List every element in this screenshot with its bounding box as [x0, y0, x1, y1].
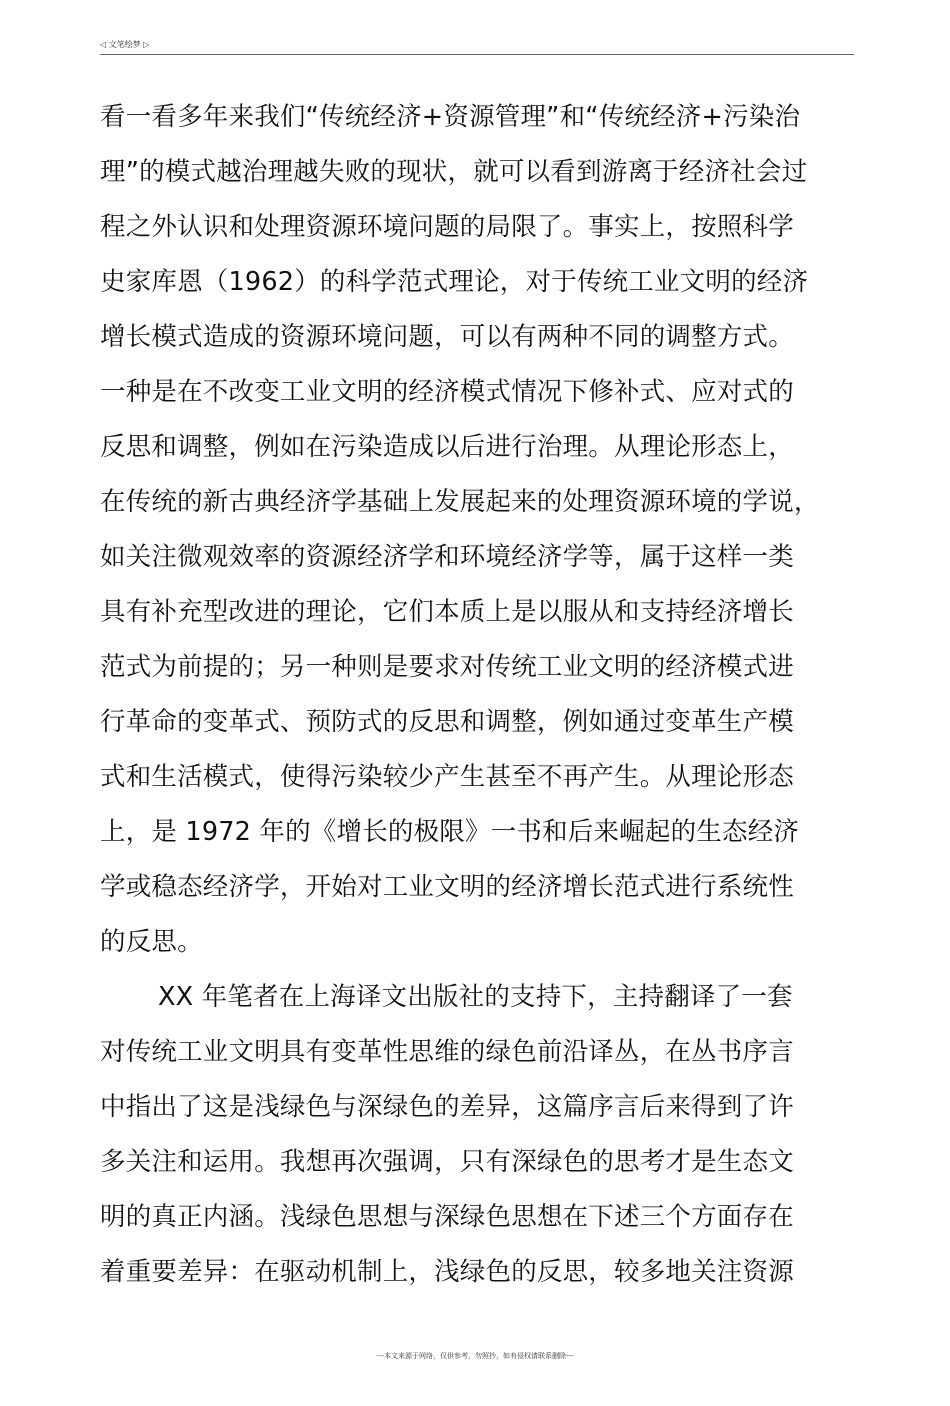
text-line: 的反思。	[100, 927, 203, 957]
text-line: 如关注微观效率的资源经济学和环境经济学等，属于这样一类	[100, 542, 794, 572]
page-footer: ---本文来源于网络，仅供参考，勿照抄，如有侵权请联系删除---	[376, 1352, 574, 1360]
text-line-paragraph-start: XX 年笔者在上海译文出版社的支持下，主持翻译了一套	[158, 982, 793, 1012]
text-line: 增长模式造成的资源环境问题，可以有两种不同的调整方式。	[100, 322, 794, 352]
text-line: 具有补充型改进的理论，它们本质上是以服从和支持经济增长	[100, 597, 794, 627]
text-line: 在传统的新古典经济学基础上发展起来的处理资源环境的学说，	[100, 487, 820, 517]
text-line: 一种是在不改变工业文明的经济模式情况下修补式、应对式的	[100, 377, 794, 407]
text-line: 程之外认识和处理资源环境问题的局限了。事实上，按照科学	[100, 212, 794, 242]
text-line: 对传统工业文明具有变革性思维的绿色前沿译丛，在丛书序言	[100, 1037, 794, 1067]
text-line: 明的真正内涵。浅绿色思想与深绿色思想在下述三个方面存在	[100, 1202, 794, 1232]
text-line: 多关注和运用。我想再次强调，只有深绿色的思考才是生态文	[100, 1147, 794, 1177]
text-line: 行革命的变革式、预防式的反思和调整，例如通过变革生产模	[100, 707, 794, 737]
text-line: 着重要差异：在驱动机制上，浅绿色的反思，较多地关注资源	[100, 1257, 794, 1287]
text-line: 上，是 1972 年的《增长的极限》一书和后来崛起的生态经济	[100, 817, 800, 847]
text-line: 中指出了这是浅绿色与深绿色的差异，这篇序言后来得到了许	[100, 1092, 794, 1122]
text-line: 式和生活模式，使得污染较少产生甚至不再产生。从理论形态	[100, 762, 794, 792]
text-line: 看一看多年来我们“传统经济+资源管理”和“传统经济+污染治	[100, 102, 801, 132]
header-text: ◁ 文笔绘梦 ▷	[100, 40, 150, 49]
text-line: 反思和调整，例如在污染造成以后进行治理。从理论形态上，	[100, 432, 794, 462]
document-body	[100, 90, 860, 1300]
text-line: 史家库恩（1962）的科学范式理论，对于传统工业文明的经济	[100, 267, 809, 297]
page-header	[100, 38, 854, 55]
text-line: 范式为前提的；另一种则是要求对传统工业文明的经济模式进	[100, 652, 794, 682]
text-line: 理”的模式越治理越失败的现状，就可以看到游离于经济社会过	[100, 157, 808, 187]
text-line: 学或稳态经济学，开始对工业文明的经济增长范式进行系统性	[100, 872, 794, 902]
